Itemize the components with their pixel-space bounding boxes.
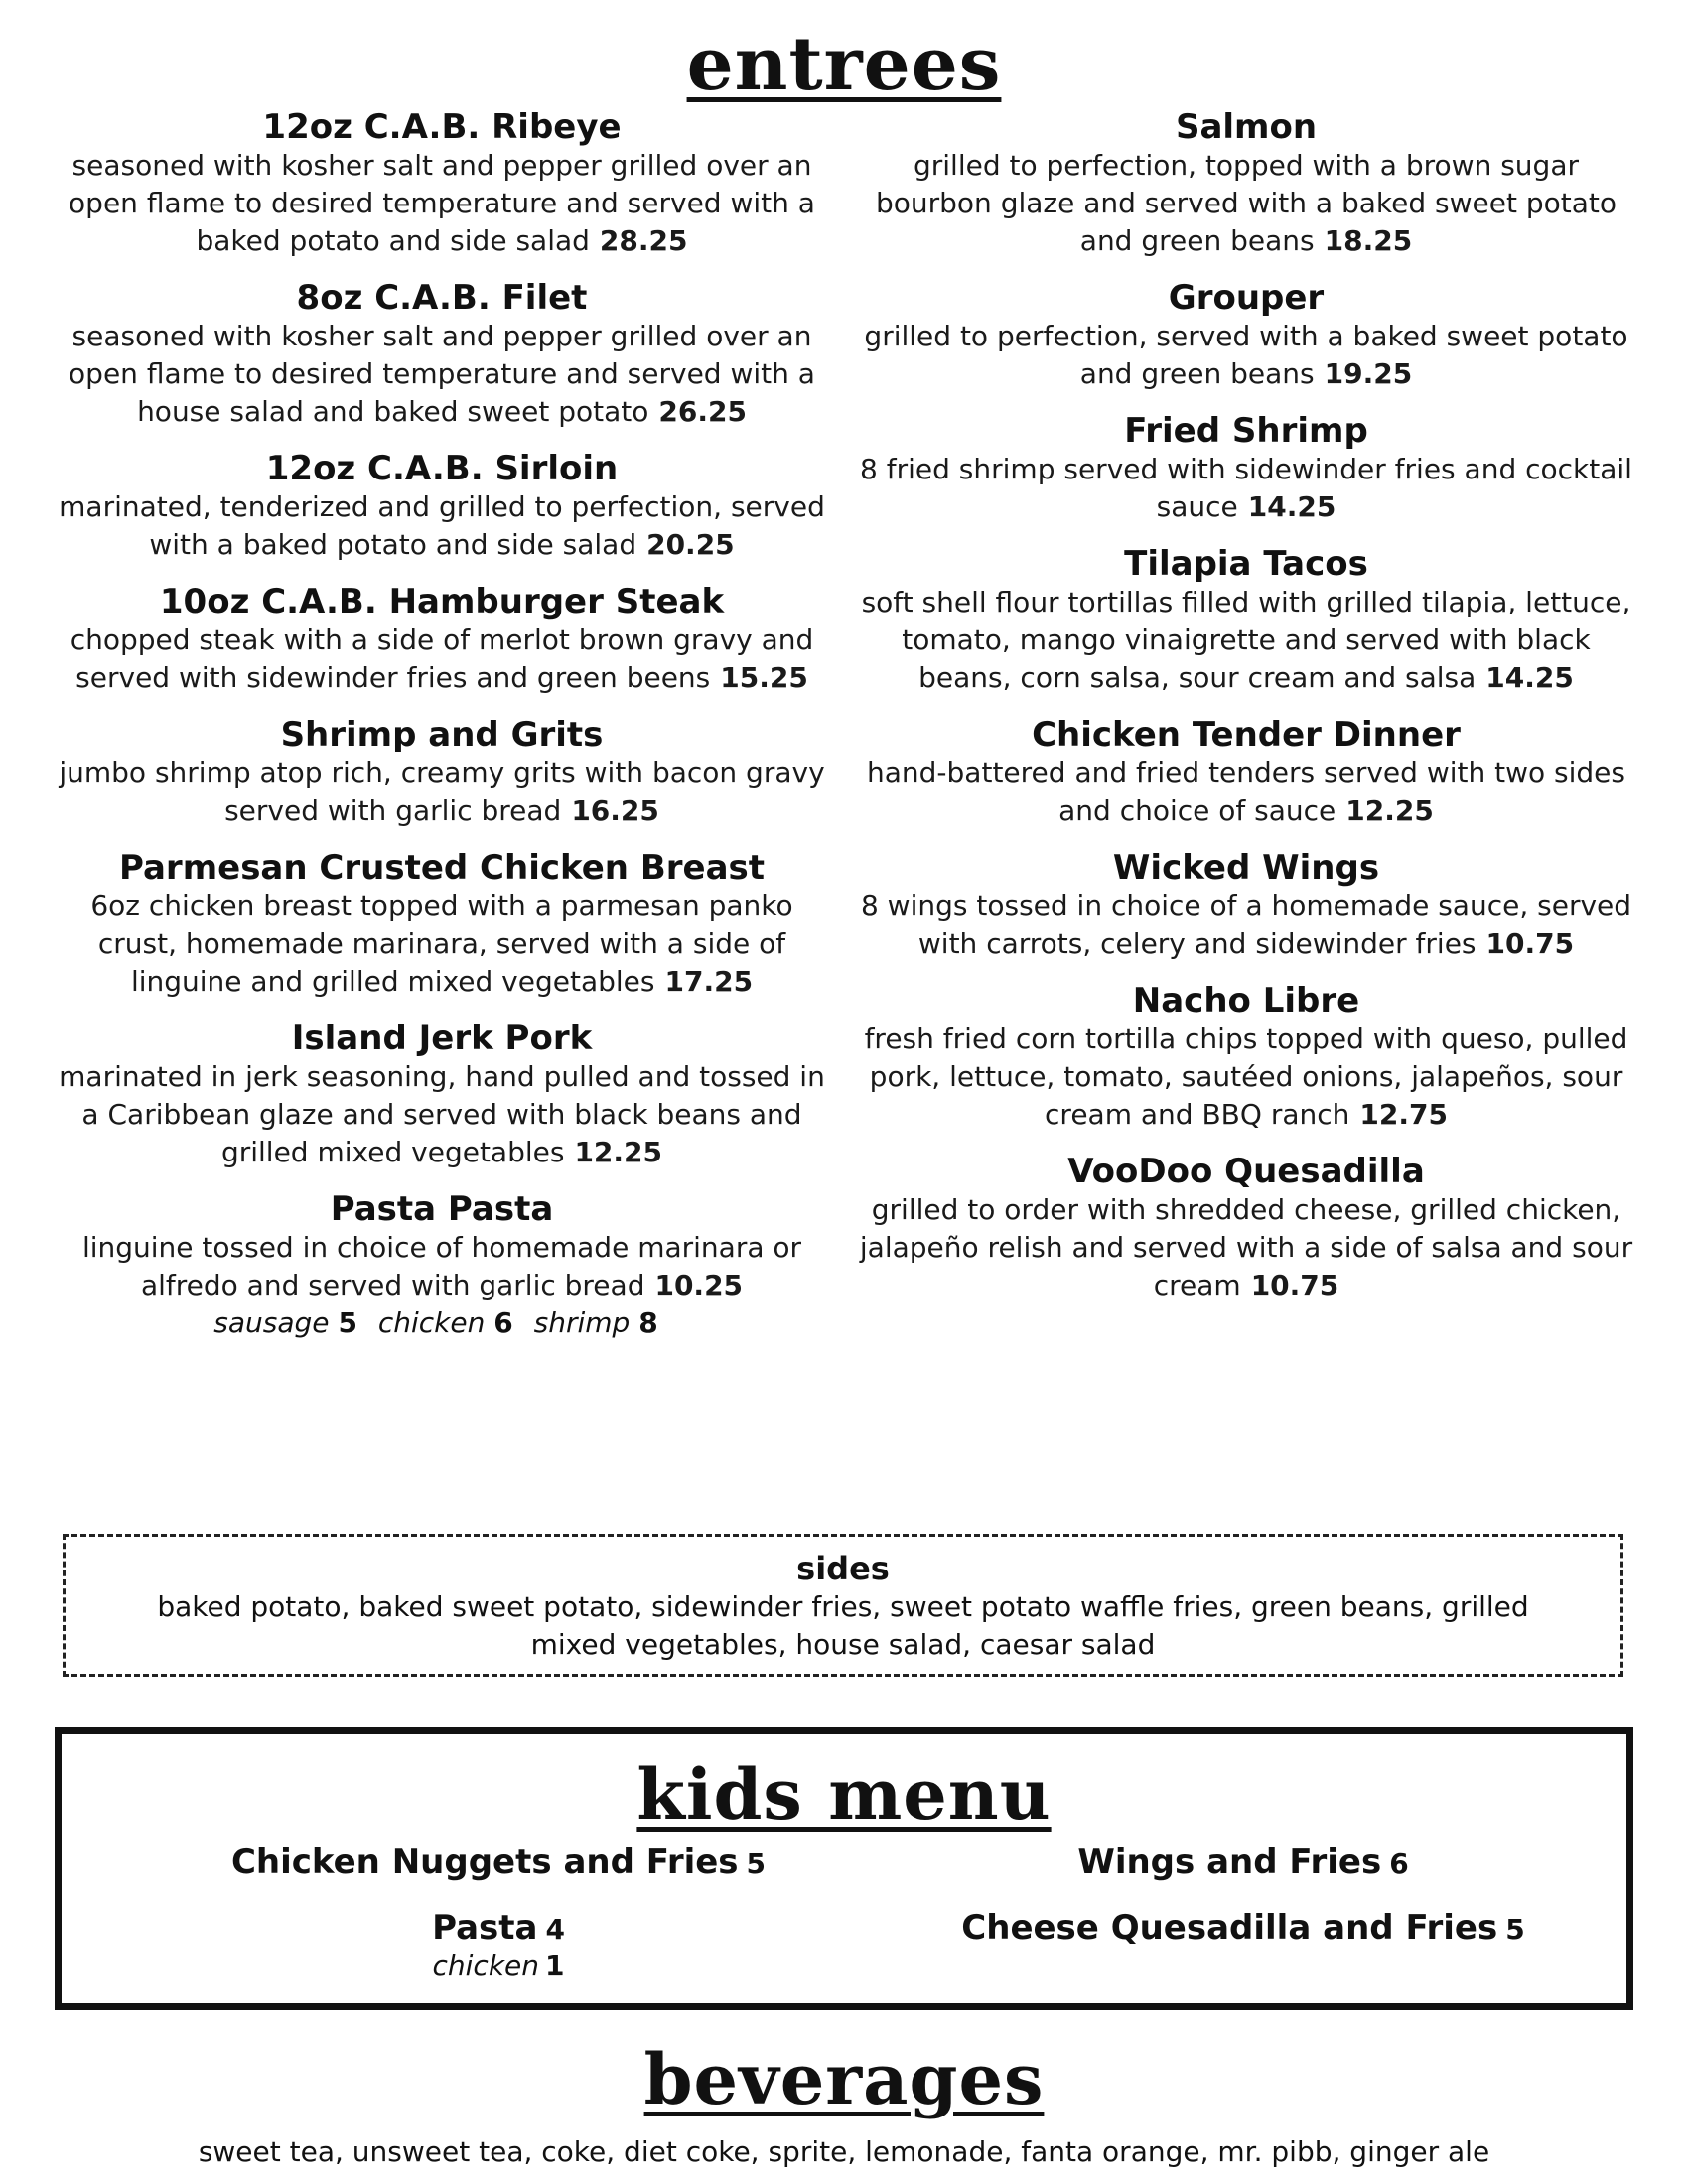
entrees-left-column: [55, 107, 829, 1360]
item-name: 10oz C.A.B. Hamburger Steak: [159, 582, 725, 621]
sides-list: baked potato, baked sweet potato, sidewinder fries, sweet potato waffle fries, green beans, grilled mixed vegetables, house salad, caesar salad: [157, 1590, 1529, 1661]
item-description: 8 fried shrimp served with sidewinder fries and cocktail sauce 14.25: [860, 453, 1632, 523]
item-price: 28.25: [599, 224, 688, 257]
kids-item-price: 4: [545, 1913, 565, 1946]
item-price: 12.75: [1359, 1098, 1448, 1131]
item-name: Salmon: [1175, 107, 1318, 147]
sides-heading: sides: [796, 1550, 890, 1587]
menu-item: [55, 848, 829, 1001]
item-price: 10.75: [1485, 927, 1575, 960]
item-price: 26.25: [658, 395, 747, 428]
item-description: marinated, tenderized and grilled to perfection, served with a baked potato and side salad 20.25: [59, 490, 825, 561]
item-name: Pasta Pasta: [330, 1189, 554, 1229]
entrees-heading: entrees: [686, 22, 1002, 107]
item-price: 10.75: [1250, 1269, 1339, 1301]
item-price: 12.25: [574, 1136, 663, 1168]
menu-item: [55, 449, 829, 564]
item-price: 18.25: [1324, 224, 1413, 257]
addon-price: 5: [338, 1306, 357, 1339]
pasta-addons: [55, 1304, 829, 1342]
item-description: grilled to perfection, served with a baked sweet potato and green beans 19.25: [864, 320, 1628, 390]
item-description: jumbo shrimp atop rich, creamy grits with bacon gravy served with garlic bread 16.25: [59, 756, 825, 827]
sides-box: [63, 1534, 1623, 1677]
addon-price: 6: [493, 1306, 513, 1339]
item-description: grilled to order with shredded cheese, grilled chicken, jalapeño relish and served with a side of salsa and sour cream 10.75: [859, 1193, 1633, 1301]
menu-item: [859, 278, 1633, 393]
item-description: 8 wings tossed in choice of a homemade sauce, served with carrots, celery and sidewinder fries 10.75: [860, 889, 1632, 960]
menu-item: [55, 582, 829, 697]
item-name: Island Jerk Pork: [291, 1019, 593, 1058]
item-price: 19.25: [1324, 357, 1413, 390]
item-name: Chicken Tender Dinner: [1032, 715, 1461, 754]
item-price: 14.25: [1485, 661, 1574, 694]
kids-item-name: Pasta: [432, 1908, 538, 1948]
item-description: 6oz chicken breast topped with a parmesan panko crust, homemade marinara, served with a side of linguine and grilled mixed vegetables 17.25: [90, 889, 793, 998]
item-description: chopped steak with a side of merlot brown gravy and served with sidewinder fries and green beens 15.25: [70, 623, 814, 694]
item-price: 15.25: [720, 661, 808, 694]
item-price: 17.25: [664, 965, 754, 998]
kids-addon-price: 1: [545, 1949, 565, 1981]
entrees-right-column: [859, 107, 1633, 1322]
item-price: 16.25: [571, 794, 659, 827]
menu-item: [859, 715, 1633, 830]
item-name: Parmesan Crusted Chicken Breast: [118, 848, 766, 887]
item-name: 12oz C.A.B. Ribeye: [262, 107, 622, 147]
item-description: marinated in jerk seasoning, hand pulled and tossed in a Caribbean glaze and served with black beans and grilled mixed vegetables 12.25: [59, 1060, 825, 1168]
kids-item: [151, 1907, 846, 1982]
item-description: soft shell flour tortillas filled with grilled tilapia, lettuce, tomato, mango vinaigrette and served with black beans, corn salsa, sour cream and salsa 14.25: [861, 586, 1631, 694]
kids-item: [151, 1842, 846, 1883]
menu-item: [55, 1189, 829, 1342]
item-name: 12oz C.A.B. Sirloin: [265, 449, 619, 488]
item-name: Nacho Libre: [1132, 981, 1360, 1021]
kids-menu-heading: kids menu: [636, 1753, 1052, 1836]
kids-item: [896, 1842, 1591, 1883]
kids-item-name: Wings and Fries: [1077, 1843, 1382, 1882]
beverages-heading: beverages: [643, 2038, 1045, 2120]
kids-item: [896, 1907, 1591, 1949]
menu-item: [55, 715, 829, 830]
beverages-list: sweet tea, unsweet tea, coke, diet coke, sprite, lemonade, fanta orange, mr. pibb, ginger ale: [198, 2135, 1490, 2168]
kids-menu-box: [55, 1727, 1633, 2010]
item-name: Grouper: [1168, 278, 1325, 318]
item-name: VooDoo Quesadilla: [1067, 1152, 1425, 1191]
menu-item: [859, 544, 1633, 697]
item-description: grilled to perfection, topped with a brown sugar bourbon glaze and served with a baked sweet potato and green beans 18.25: [875, 149, 1617, 257]
kids-item-name: Chicken Nuggets and Fries: [230, 1843, 739, 1882]
kids-item-price: 5: [746, 1847, 767, 1880]
kids-item-price: 6: [1389, 1847, 1409, 1880]
item-description: seasoned with kosher salt and pepper grilled over an open flame to desired temperature and served with a house salad and baked sweet potato 26.25: [69, 320, 815, 428]
menu-item: [55, 107, 829, 260]
addon-label: shrimp: [533, 1306, 631, 1339]
item-price: 20.25: [646, 528, 735, 561]
addon-label: chicken: [377, 1306, 486, 1339]
item-description: hand-battered and fried tenders served with two sides and choice of sauce 12.25: [867, 756, 1625, 827]
item-description: linguine tossed in choice of homemade marinara or alfredo and served with garlic bread 10.25: [81, 1231, 802, 1301]
item-name: Tilapia Tacos: [1124, 544, 1368, 584]
kids-item-name: Cheese Quesadilla and Fries: [961, 1908, 1498, 1948]
item-name: 8oz C.A.B. Filet: [296, 278, 588, 318]
kids-item-price: 5: [1505, 1913, 1525, 1946]
item-price: 10.25: [654, 1269, 744, 1301]
menu-item: [859, 107, 1633, 260]
menu-item: [859, 1152, 1633, 1304]
item-name: Shrimp and Grits: [280, 715, 604, 754]
item-description: fresh fried corn tortilla chips topped with queso, pulled pork, lettuce, tomato, sautéed onions, jalapeños, sour cream and BBQ ranch 12.75: [864, 1023, 1628, 1131]
addon-price: 8: [638, 1306, 658, 1339]
item-price: 14.25: [1247, 490, 1336, 523]
kids-item-addon: chicken 1: [432, 1949, 565, 1981]
addon-label: sausage: [213, 1306, 330, 1339]
menu-item: [859, 411, 1633, 526]
menu-item: [859, 848, 1633, 963]
item-name: Wicked Wings: [1112, 848, 1380, 887]
menu-item: [859, 981, 1633, 1134]
menu-item: [55, 278, 829, 431]
item-description: seasoned with kosher salt and pepper grilled over an open flame to desired temperature and served with a baked potato and side salad 28.25: [69, 149, 815, 257]
item-price: 12.25: [1345, 794, 1434, 827]
item-name: Fried Shrimp: [1124, 411, 1368, 451]
menu-item: [55, 1019, 829, 1171]
